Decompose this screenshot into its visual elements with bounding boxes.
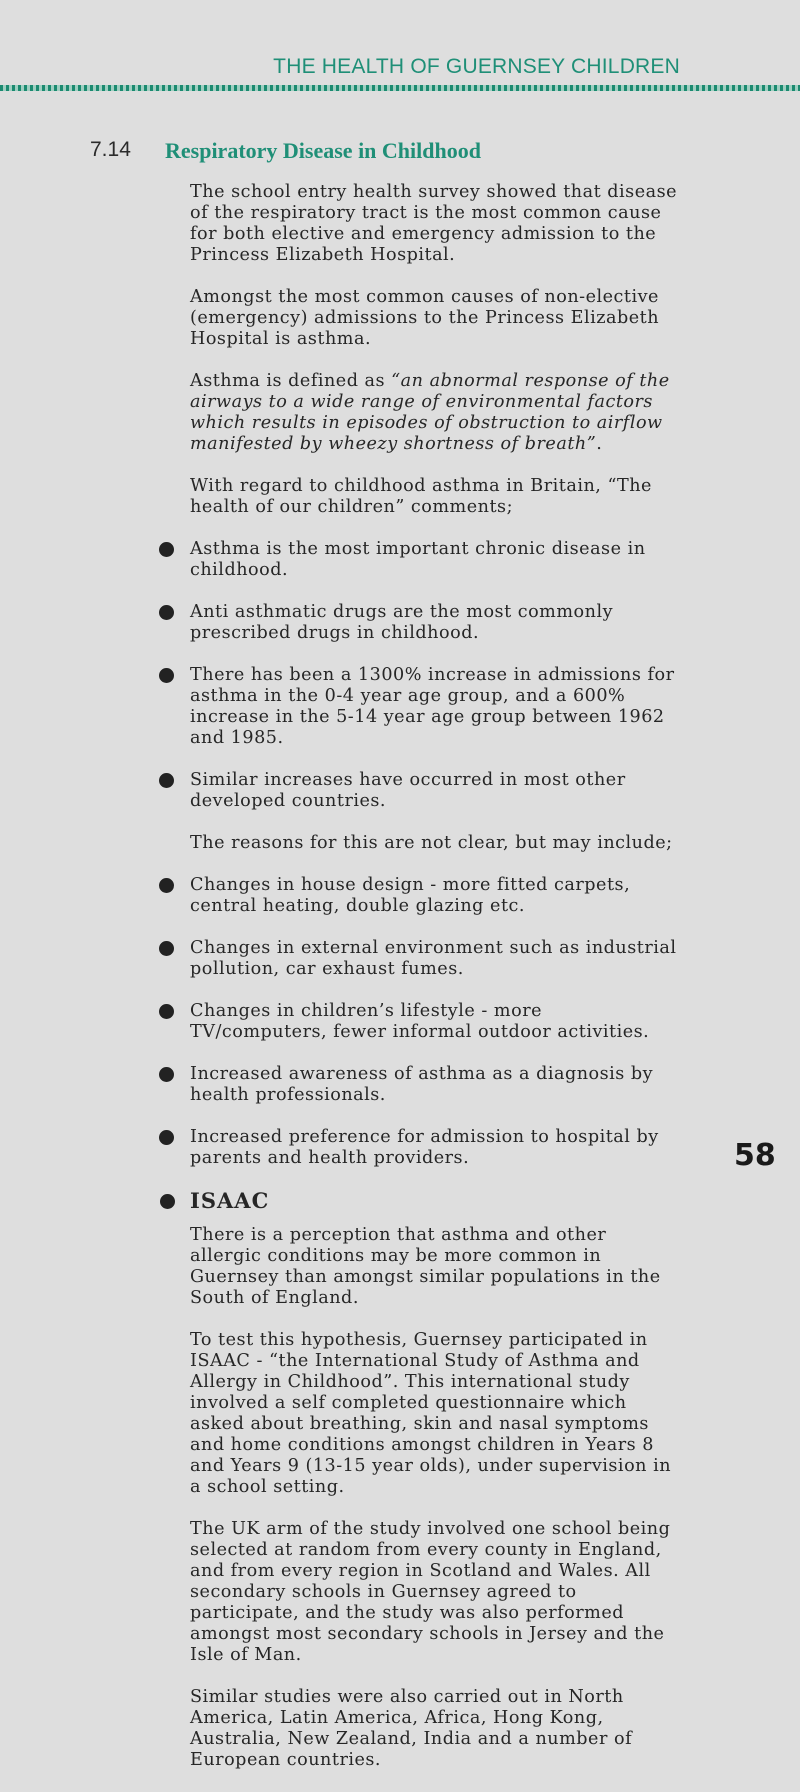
definition-quote: “an abnormal response of the airways to a wide range of environmental factors which results in episodes of obstruction to airflow manifested by wheezy shortness of breath” (190, 371, 670, 454)
bullet-text: Changes in external environment such as industrial pollution, car exhaust fumes. (190, 938, 677, 979)
isaac-heading-text: ISAAC (190, 1188, 270, 1213)
section-title: Respiratory Disease in Childhood (165, 138, 481, 163)
bullet-text: Changes in house design - more fitted carpets, central heating, double glazing etc. (190, 875, 631, 916)
bullet-text: Asthma is the most important chronic disease in childhood. (190, 539, 646, 580)
bullet-item (190, 1064, 680, 1106)
bullet-icon (159, 668, 174, 683)
bullet-item (190, 539, 680, 581)
bullet-icon (159, 542, 174, 557)
bullet-icon (159, 878, 174, 893)
bullet-text: Anti asthmatic drugs are the most commonly prescribed drugs in childhood. (190, 602, 614, 643)
bullet-item (190, 770, 680, 812)
paragraph: There is a perception that asthma and other allergic conditions may be more common in Guernsey than amongst similar populations in the South of England. (190, 1225, 661, 1308)
section-number: 7.14 (90, 138, 131, 161)
paragraph: With regard to childhood asthma in Britain, “The health of our children” comments; (190, 476, 652, 517)
bullet-icon (160, 1194, 175, 1209)
paragraph: Similar studies were also carried out in North America, Latin America, Africa, Hong Kong, Australia, New Zealand, India and a number of European countries. (190, 1687, 633, 1770)
definition-lead: Asthma is defined as (190, 371, 392, 391)
bullet-item (190, 1127, 680, 1169)
definition-tail: . (596, 434, 603, 454)
bullet-text: Similar increases have occurred in most other developed countries. (190, 770, 626, 811)
bullet-text: Increased preference for admission to hospital by parents and health providers. (190, 1127, 659, 1168)
bullet-text: Increased awareness of asthma as a diagnosis by health professionals. (190, 1064, 654, 1105)
bullet-item (190, 602, 680, 644)
asthma-definition (190, 371, 680, 455)
paragraph: The UK arm of the study involved one school being selected at random from every county in England, and from every region in Scotland and Wales. All secondary schools in Guernsey agreed to participate, and the study was also performed amongst most secondary schools in Jersey and the Isle of Man. (190, 1519, 671, 1665)
paragraph: To test this hypothesis, Guernsey participated in ISAAC - “the International Study of Asthma and Allergy in Childhood”. This international study involved a self completed questionnaire which asked about breathing, skin and nasal symptoms and home conditions amongst children in Years 8 and Years 9 (13-15 year olds), under supervision in a school setting. (190, 1330, 672, 1497)
bullet-icon (159, 1067, 174, 1082)
bullet-item (190, 665, 680, 749)
isaac-heading (160, 1190, 680, 1211)
page-number: 58 (734, 1138, 776, 1173)
header-rule (0, 85, 800, 91)
bullet-icon (159, 941, 174, 956)
bullet-icon (159, 1130, 174, 1145)
bullet-icon (159, 773, 174, 788)
section-body (190, 182, 680, 1792)
bullet-text: There has been a 1300% increase in admissions for asthma in the 0-4 year age group, and a 600% increase in the 5-14 year age group between 1962 and 1985. (190, 665, 675, 748)
bullet-item (190, 938, 680, 980)
bullet-item (190, 1001, 680, 1043)
bullet-text: Changes in children’s lifestyle - more TV/computers, fewer informal outdoor activities. (190, 1001, 650, 1042)
running-header: THE HEALTH OF GUERNSEY CHILDREN (273, 55, 680, 78)
paragraph: The reasons for this are not clear, but may include; (190, 833, 673, 853)
bullet-icon (159, 1004, 174, 1019)
bullet-item (190, 875, 680, 917)
paragraph: Amongst the most common causes of non-elective (emergency) admissions to the Princess Elizabeth Hospital is asthma. (190, 287, 660, 349)
bullet-icon (159, 605, 174, 620)
paragraph: The school entry health survey showed that disease of the respiratory tract is the most common cause for both elective and emergency admission to the Princess Elizabeth Hospital. (190, 182, 678, 265)
